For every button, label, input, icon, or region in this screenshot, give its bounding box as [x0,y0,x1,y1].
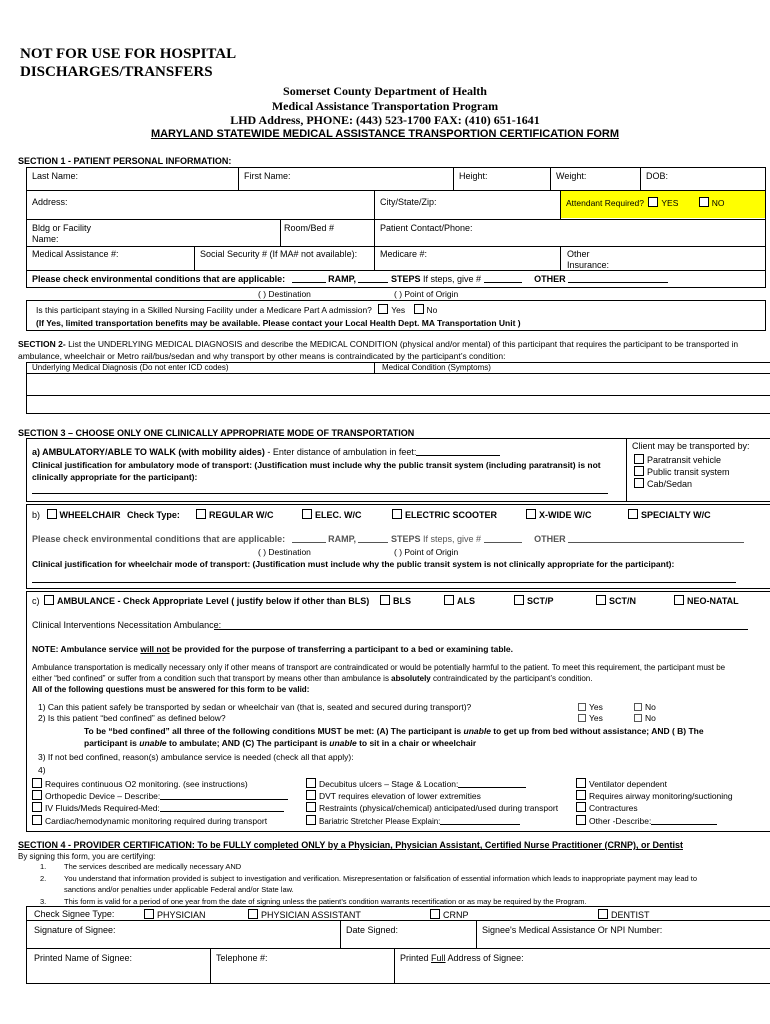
paratransit-label: Paratransit vehicle [647,455,722,465]
npi-label: Signee's Medical Assistance Or NPI Number: [482,925,663,935]
attendant-no-label: NO [711,198,725,208]
sctp-option[interactable] [514,595,554,606]
cert-item-2-text: You understand that information provided is subject to investigation and verification. Misrepresentation or falsification of essential information which leads to inappropriate payment may lead to [64,874,697,883]
q2-no-label: No [645,713,656,723]
wc-environment-row [32,534,744,544]
address-label: Address: [32,197,68,207]
reason-restraints[interactable] [306,802,558,813]
reason-restraints-label: Restraints (physical/chemical) anticipated/used during transport [319,803,559,813]
cert-item-2-num: 2. [40,874,47,883]
reason-decubitus-label: Decubitus ulcers – Stage & Location: [319,779,459,789]
regular-wc-label: REGULAR W/C [209,510,274,520]
wc-ramp-label: RAMP, [328,534,356,544]
bed-def1-post: to get up from bed without assistance; AND ( B) The [490,726,704,736]
reason-bariatric-label: Bariatric Stretcher Please Explain: [319,817,441,826]
crnp-option[interactable] [430,909,469,920]
reason-decubitus-checkbox[interactable] [306,778,316,788]
steps-label: STEPS [391,274,421,284]
als-option[interactable] [444,595,475,606]
ambulatory-justification-line2: clinically appropriate for the participant): [32,472,198,482]
date-signed-label: Date Signed: [346,925,399,935]
sctp-label: SCT/P [527,596,554,606]
patient-contact-label: Patient Contact/Phone: [380,223,473,233]
section4-intro: By signing this form, you are certifying: [18,852,156,861]
section1-title: SECTION 1 - PATIENT PERSONAL INFORMATION: [18,156,232,166]
environment-conditions-row [32,274,668,284]
reason-dvt-checkbox[interactable] [306,790,316,800]
attendant-required-label: Attendant Required? [566,198,644,208]
pa-option[interactable] [248,909,361,920]
ambulatory-justification-line1: Clinical justification for ambulatory mode of transport: (Justification must include why the public transit system (including paratransit) is not [32,460,601,470]
medical-assistance-label: Medical Assistance #: [32,249,119,259]
specialty-wc-checkbox[interactable] [628,509,638,519]
regular-wc-checkbox[interactable] [196,509,206,519]
room-bed-label: Room/Bed # [284,223,335,233]
question-4: 4) [38,765,46,775]
printed-addr-pre: Printed [400,953,432,963]
check-type-label: Check Type: [127,510,180,520]
scooter-label: ELECTRIC SCOOTER [405,510,498,520]
other-label: OTHER [534,274,566,284]
not-for-use-notice-line2: DISCHARGES/TRANSFERS [20,64,213,80]
reason-decubitus[interactable] [306,778,526,789]
pa-label: PHYSICIAN ASSISTANT [261,910,361,920]
q2-yes-checkbox[interactable] [578,714,586,722]
reason-orthopedic-label: Orthopedic Device – Describe: [45,791,161,801]
height-label: Height: [459,171,488,181]
wheelchair-label: WHEELCHAIR [59,510,121,520]
reason-ventilator-label: Ventilator dependent [589,779,667,789]
scooter-checkbox[interactable] [392,509,402,519]
reason-iv-checkbox[interactable] [32,802,42,812]
ambulance-note [32,644,513,654]
reason-other[interactable] [576,815,717,826]
other-insurance-line1: Other [567,249,590,259]
xwide-wc-option[interactable] [526,509,592,520]
question-2: 2) Is this patient “bed confined” as defined below? [38,713,226,723]
sctp-checkbox[interactable] [514,595,524,605]
client-may-be-transported: Client may be transported by: [632,441,750,451]
dob-label: DOB: [646,171,669,181]
cab-sedan-checkbox[interactable] [634,478,644,488]
q1-yes-option[interactable] [578,702,603,712]
reason-cardiac-checkbox[interactable] [32,815,42,825]
xwide-wc-label: X-WIDE W/C [539,510,592,520]
question-1: 1) Can this patient safely be transported by sedan or wheelchair van (that is, seated and secured during transport)? [38,702,472,712]
reason-bariatric-checkbox[interactable] [306,815,316,825]
bed-def1-pre: To be “bed confined” all three of the following conditions MUST be met: (A) The participant is [84,726,464,736]
neonatal-checkbox[interactable] [674,595,684,605]
snf-yes-label: Yes [391,305,406,315]
section2-desc-line1 [18,339,738,349]
printed-name-label: Printed Name of Signee: [34,953,133,963]
reason-ventilator[interactable] [576,778,667,789]
bed-def2-unable-2: unable [329,738,357,748]
physician-option[interactable] [144,909,206,920]
reason-iv-label: IV Fluids/Meds Required-Med: [45,803,160,813]
condition-column-header: Medical Condition (Symptoms) [382,363,491,372]
bed-def2-post: to sit in a chair or wheelchair [356,738,477,748]
paratransit-option[interactable] [634,454,721,465]
printed-addr-post: Address of Signee: [445,953,524,963]
signature-label: Signature of Signee: [34,925,116,935]
ambulance-para-line1: Ambulance transportation is medically necessary only if other means of transport are contraindicated or would be potentially harmful to the patient. To meet this requirement, the participant must be [32,663,726,672]
snf-no-label: No [426,305,438,315]
reason-o2-label: Requires continuous O2 monitoring. (see instructions) [45,779,248,789]
ambulatory-label: a) AMBULATORY/ABLE TO WALK (with mobility aides) [32,447,265,457]
attendant-required [566,197,725,208]
reason-dvt[interactable] [306,790,481,801]
para2-post: contraindicated by the participant’s condition. [430,674,593,683]
specialty-wc-label: SPECIALTY W/C [641,510,711,520]
ssn-label: Social Security # (If MA# not available): [200,249,358,259]
snf-note: (If Yes, limited transportation benefits may be available. Please contact your Local Health Dept. MA Transportation Unit ) [36,318,521,328]
program-name: Medical Assistance Transportation Program [271,99,499,113]
cab-sedan-option[interactable] [634,478,692,489]
public-transit-label: Public transit system [647,467,730,477]
ambulance-para-line2 [32,674,592,683]
q1-no-checkbox[interactable] [634,703,642,711]
sctn-label: SCT/N [609,596,636,606]
section3-title: SECTION 3 – CHOOSE ONLY ONE CLINICALLY APPROPRIATE MODE OF TRANSPORTATION [18,428,415,438]
env-label: Please check environmental conditions that are applicable: [32,274,286,284]
neonatal-option[interactable] [674,595,739,606]
reason-restraints-checkbox[interactable] [306,802,316,812]
snf-no-checkbox[interactable] [414,304,424,314]
para2-pre: either “bed confined” or suffer from a condition such that transport by means other than ambulance is [32,674,392,683]
dentist-option[interactable] [598,909,650,920]
wc-steps-note: If steps, give # [423,534,482,544]
wheelchair-checkbox[interactable] [47,509,57,519]
ambulance-para-line3: All of the following questions must be answered for this form to be valid: [32,685,310,694]
ambulatory-row [32,447,500,457]
reason-orthopedic-checkbox[interactable] [32,790,42,800]
q2-no-checkbox[interactable] [634,714,642,722]
cert-item-1-num: 1. [40,862,47,871]
specialty-wc-option[interactable] [628,509,711,520]
question-3: 3) If not bed confined, reason(s) ambulance service is needed (check all that apply): [38,752,354,762]
telephone-label: Telephone #: [216,953,268,963]
elec-wc-option[interactable] [302,509,362,520]
reason-bariatric[interactable] [306,815,520,826]
reason-airway-label: Requires airway monitoring/suctioning [589,791,733,801]
elec-wc-checkbox[interactable] [302,509,312,519]
reason-contractures[interactable] [576,802,638,813]
q2-yes-option[interactable] [578,713,603,723]
crnp-label: CRNP [443,910,469,920]
als-checkbox[interactable] [444,595,454,605]
q1-no-option[interactable] [634,702,656,712]
reason-dvt-label: DVT requires elevation of lower extremities [319,791,481,801]
wc-destination-label: ( ) Destination [258,547,311,557]
city-state-zip-label: City/State/Zip: [380,197,437,207]
wheelchair-letter: b) [32,510,41,520]
section2-desc1: List the UNDERLYING MEDICAL DIAGNOSIS and describe the MEDICAL CONDITION (physical and/or mental) of this participant that requires the participant to be transported in [65,339,739,349]
note-will-not: will not [140,644,170,654]
bls-option[interactable] [380,595,411,606]
reason-o2[interactable] [32,778,248,789]
crnp-checkbox[interactable] [430,909,440,919]
wheelchair-row [32,509,180,520]
sctn-checkbox[interactable] [596,595,606,605]
pa-checkbox[interactable] [248,909,258,919]
ambulance-letter: c) [32,596,40,606]
first-name-label: First Name: [244,171,291,181]
bed-def2-unable-1: unable [139,738,167,748]
attendant-yes-checkbox[interactable] [648,197,658,207]
note-post: be provided for the purpose of transferring a participant to a bed or examining table. [169,644,513,654]
destination-label: ( ) Destination [258,289,311,299]
public-transit-checkbox[interactable] [634,466,644,476]
wc-justification: Clinical justification for wheelchair mode of transport: (Justification must include why the public transit system is not clinically appropriate for the participant): [32,559,675,569]
bed-confined-def-line1 [84,726,704,736]
signee-type-label: Check Signee Type: [34,909,115,919]
reason-contractures-label: Contractures [589,803,638,813]
form-title: MARYLAND STATEWIDE MEDICAL ASSISTANCE TRANSPORTION CERTIFICATION FORM [150,128,620,140]
cert-item-3-num: 3. [40,897,47,906]
wc-origin-label: ( ) Point of Origin [394,547,459,557]
reason-other-checkbox[interactable] [576,815,586,825]
neonatal-label: NEO-NATAL [687,596,739,606]
wc-env-label: Please check environmental conditions that are applicable: [32,534,286,544]
diagnosis-column-header: Underlying Medical Diagnosis (Do not enter ICD codes) [32,363,229,372]
dentist-checkbox[interactable] [598,909,608,919]
bed-def1-unable: unable [463,726,491,736]
physician-label: PHYSICIAN [157,910,206,920]
note-pre: NOTE: Ambulance service [32,644,141,654]
not-for-use-notice-line1: NOT FOR USE FOR HOSPITAL [20,46,237,62]
contact-line: LHD Address, PHONE: (443) 523-1700 FAX: (410) 651-1641 [230,113,540,127]
bldg-label-line1: Bldg or Facility [32,223,92,233]
signee-table [26,906,770,984]
scooter-option[interactable] [392,509,497,520]
bldg-label-line2: Name: [32,234,59,244]
xwide-wc-checkbox[interactable] [526,509,536,519]
cert-item-3-text: This form is valid for a period of one year from the date of signing unless the patient’s condition warrants recertification or as may be required by the Program. [64,897,587,906]
reason-cardiac-label: Cardiac/hemodynamic monitoring required during transport [45,816,268,826]
q2-yes-label: Yes [589,713,603,723]
reason-iv[interactable] [32,802,284,813]
bls-checkbox[interactable] [380,595,390,605]
reason-airway[interactable] [576,790,733,801]
ambulance-checkbox[interactable] [44,595,54,605]
q1-yes-checkbox[interactable] [578,703,586,711]
medicare-label: Medicare #: [380,249,428,259]
ambulatory-distance-label: - Enter distance of ambulation in feet: [264,447,417,457]
printed-address-label [400,953,524,963]
section4-title: SECTION 4 - PROVIDER CERTIFICATION: To be FULLY completed ONLY by a Physician, Physician Assistant, Certified Nurse Practitioner (CRNP), or Dentist [18,840,683,850]
bed-confined-def-line2 [84,738,476,748]
reason-orthopedic[interactable] [32,790,288,801]
other-insurance-line2: Insurance: [567,260,610,270]
steps-note: If steps, give # [423,274,482,284]
para2-absolutely: absolutely [391,674,431,683]
reason-airway-checkbox[interactable] [576,790,586,800]
sctn-option[interactable] [596,595,636,606]
paratransit-checkbox[interactable] [634,454,644,464]
bls-label: BLS [393,596,411,606]
cert-item-2-cont: sanctions and/or penalties under applicable Federal and/or State law. [64,885,294,894]
cert-item-1-text: The services described are medically necessary AND [64,862,242,871]
als-label: ALS [457,596,475,606]
ramp-label: RAMP, [328,274,356,284]
reason-cardiac[interactable] [32,815,267,826]
last-name-label: Last Name: [32,171,79,181]
printed-addr-full: Full [431,953,446,963]
dentist-label: DENTIST [611,910,650,920]
q2-no-option[interactable] [634,713,656,723]
reason-ventilator-checkbox[interactable] [576,778,586,788]
snf-yes-checkbox[interactable] [378,304,388,314]
ambulance-row [32,595,369,606]
section2-title: SECTION 2- [18,339,66,349]
wc-other-label: OTHER [534,534,566,544]
q1-no-label: No [645,702,656,712]
cab-sedan-label: Cab/Sedan [647,479,693,489]
section2-desc-line2: ambulance, wheelchair or Metro rail/bus/sedan and why transport by other means is contraindicated by the participant’s condition: [18,351,506,361]
bed-def2-pre: participant is [84,738,140,748]
reason-o2-checkbox[interactable] [32,778,42,788]
attendant-yes-label: YES [661,198,679,208]
bed-def2-mid: to ambulate; AND (C) The participant is [166,738,330,748]
department-name: Somerset County Department of Health [283,84,487,98]
elec-wc-label: ELEC. W/C [315,510,362,520]
snf-question-row [36,304,437,315]
public-transit-option[interactable] [634,466,730,477]
attendant-no-checkbox[interactable] [699,197,709,207]
wc-steps-label: STEPS [391,534,421,544]
clinical-interventions-label: Clinical Interventions Necessitation Ambulance: [32,620,222,630]
weight-label: Weight: [556,171,587,181]
regular-wc-option[interactable] [196,509,274,520]
snf-question: Is this participant staying in a Skilled Nursing Facility under a Medicare Part A admission? [36,305,372,315]
physician-checkbox[interactable] [144,909,154,919]
q1-yes-label: Yes [589,702,603,712]
ambulance-label: AMBULANCE - Check Appropriate Level ( justify below if other than BLS) [57,596,370,606]
origin-label: ( ) Point of Origin [394,289,459,299]
reason-contractures-checkbox[interactable] [576,802,586,812]
reason-other-label: Other -Describe: [589,816,652,826]
